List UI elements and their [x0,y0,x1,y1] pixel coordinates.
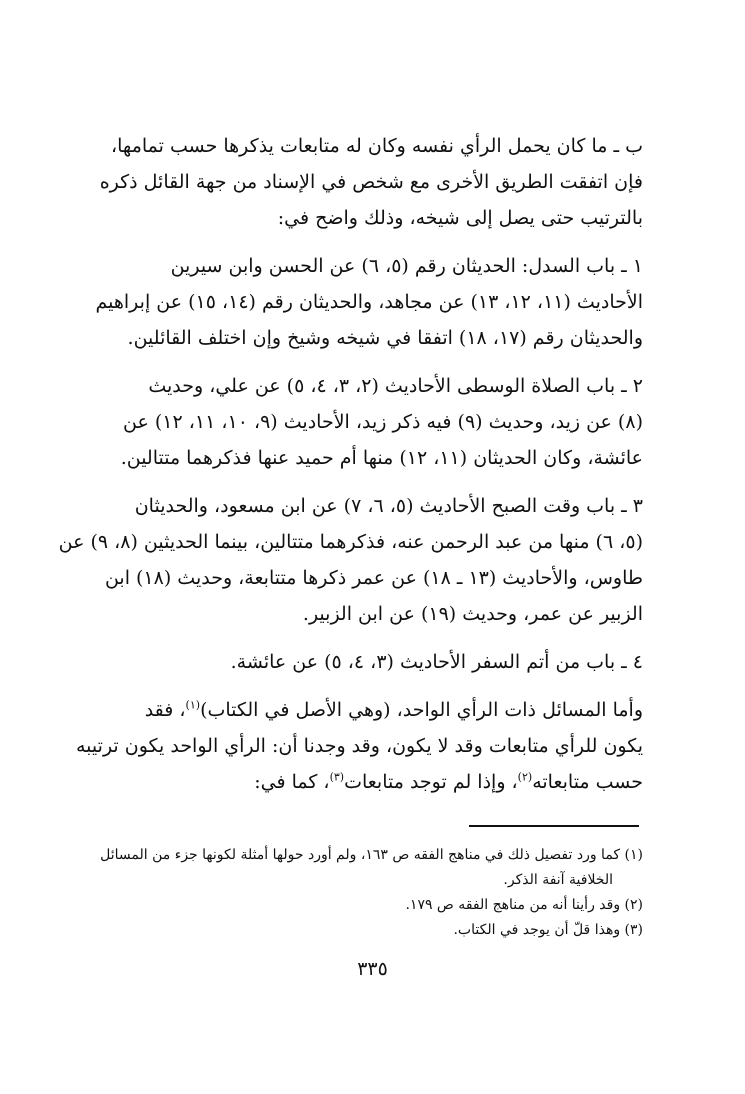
text-segment: ، فقد [144,699,186,721]
main-text [58,128,643,812]
text-line: الأحاديث (١١، ١٢، ١٣) عن مجاهد، والحديثان رقم (١٤، ١٥) عن إبراهيم [95,291,643,313]
text-line: الزبير عن عمر، وحديث (١٩) عن ابن الزبير. [302,603,643,625]
paragraph-item-4 [106,644,643,680]
text-line: عائشة، وكان الحديثان (١١، ١٢) منها أم حميد عنها فذكرهما متتالين. [120,447,643,469]
footnotes [100,843,643,943]
footnote-ref-2[interactable]: (٢) [517,770,533,784]
paragraph-item-3 [58,488,643,632]
text-segment: وأما المسائل ذات الرأي الواحد، (وهي الأصل في الكتاب) [200,699,643,721]
footnote-1: (١) كما ورد تفصيل ذلك في مناهج الفقه ص ١٦٣، ولم أورد حولها أمثلة لكونها جزء من المسائل [100,847,643,863]
text-segment: حسب متابعاته [532,771,643,793]
page-number: ٣٣٥ [357,958,388,980]
paragraph-closing [76,692,643,800]
text-segment: ، كما في: [254,771,330,793]
footnote-ref-1[interactable]: (١) [185,698,201,712]
text-line: (٨) عن زيد، وحديث (٩) فيه ذكر زيد، الأحاديث (٩، ١٠، ١١، ١٢) عن [123,411,643,433]
text-line: طاوس، والأحاديث (١٣ ـ ١٨) عن عمر ذكرها متتابعة، وحديث (١٨) ابن [104,567,643,589]
text-line: فإن اتفقت الطريق الأخرى مع شخص في الإسناد من جهة القائل ذكره [99,171,643,193]
footnote-divider [469,825,639,827]
footnote-2: (٢) وقد رأينا أنه من مناهج الفقه ص ١٧٩. [405,897,643,913]
footnote-3: (٣) وهذا قلّ أن يوجد في الكتاب. [453,922,643,938]
text-line: ٣ ـ باب وقت الصبح الأحاديث (٥، ٦، ٧) عن ابن مسعود، والحديثان [134,495,643,517]
text-line: ب ـ ما كان يحمل الرأي نفسه وكان له متابعات يذكرها حسب تمامها، [111,135,643,157]
text-line: (٥، ٦) منها من عبد الرحمن عنه، فذكرهما متتالين، بينما الحديثين (٨، ٩) عن [58,531,643,553]
text-line: بالترتيب حتى يصل إلى شيخه، وذلك واضح في: [277,207,643,229]
text-segment: ، وإذا لم توجد متابعات [344,771,518,793]
paragraph-b-intro [99,128,643,236]
text-line: يكون للرأي متابعات وقد لا يكون، وقد وجدنا أن: الرأي الواحد يكون ترتيبه [76,735,643,757]
text-line [106,764,643,800]
text-line [106,692,643,728]
text-line: والحديثان رقم (١٧، ١٨) اتفقا في شيخه وشيخ وإن اختلف القائلين. [127,327,643,349]
footnote-ref-3[interactable]: (٣) [329,770,345,784]
footnote-1-continuation: الخلافية آنفة الذكر. [503,872,613,888]
paragraph-item-1 [95,248,643,356]
text-line: ٤ ـ باب من أتم السفر الأحاديث (٣، ٤، ٥) عن عائشة. [230,651,643,673]
text-line: ١ ـ باب السدل: الحديثان رقم (٥، ٦) عن الحسن وابن سيرين [170,255,643,277]
paragraph-item-2 [106,368,643,476]
text-line: ٢ ـ باب الصلاة الوسطى الأحاديث (٢، ٣، ٤، ٥) عن علي، وحديث [148,375,643,397]
